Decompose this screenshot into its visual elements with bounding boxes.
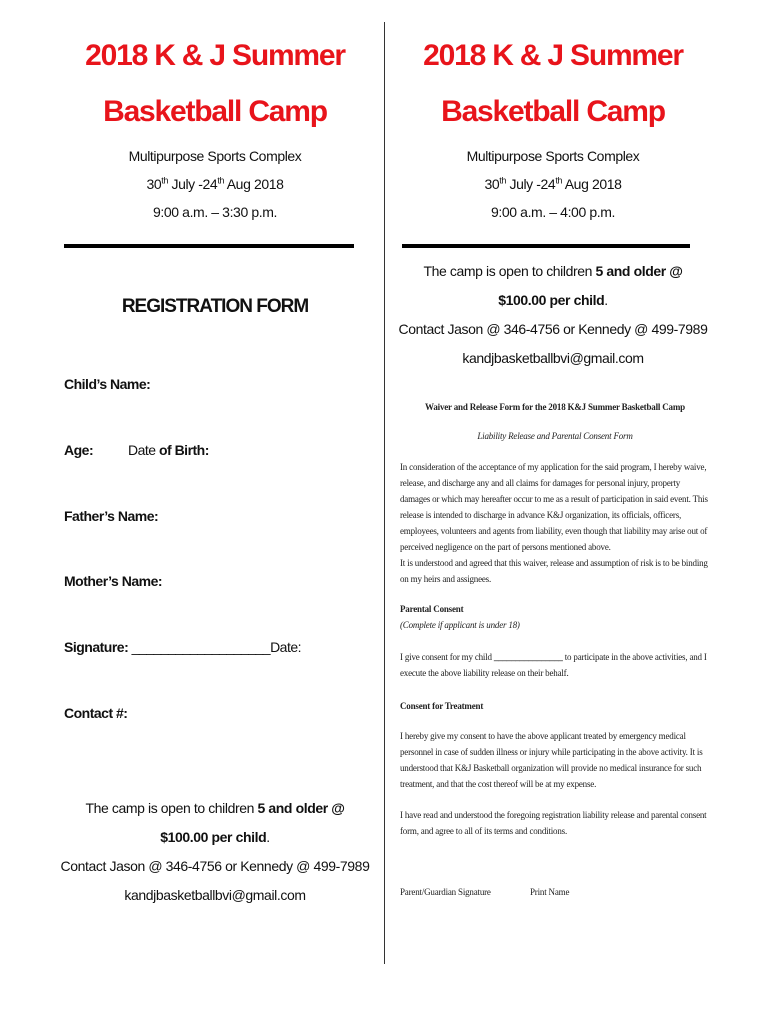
waiver-title: Waiver and Release Form for the 2018 K&J Summer Basketball Camp — [425, 402, 685, 412]
signature-row — [64, 639, 301, 655]
left-email: kandjbasketballbvi@gmail.com — [124, 887, 306, 903]
left-venue: Multipurpose Sports Complex — [128, 148, 302, 164]
right-time: 9:00 a.m. – 4:00 p.m. — [491, 204, 615, 220]
left-eligibility: The camp is open to children 5 and older @ $100.00 per child. — [85, 800, 345, 845]
print-name-label: Print Name — [530, 887, 570, 897]
right-title: 2018 K & J Summer Basketball Camp — [423, 39, 683, 128]
signature-label: Signature: — [64, 639, 129, 655]
parent-signature-label: Parent/Guardian Signature — [400, 887, 491, 897]
child-name-blank: ________________ — [493, 652, 563, 662]
right-divider-rule — [402, 244, 690, 248]
father-name-label: Father’s Name: — [64, 508, 159, 524]
right-contact-info: Contact Jason @ 346-4756 or Kennedy @ 499-7989 — [398, 321, 708, 337]
waiver-paragraph-release: In consideration of the acceptance of my application for the said program, I hereby waive, release, and discharge any and all claims for damages for personal injury, property damages or which may hereafter occur to me as a result of participation in said event. This release is intended to discharge in advance K&J organization, its officials, officers, employees, volunteers and agents from liability, even though that liability may arise out of perceived negligence on the part of persons mentioned above. — [400, 462, 708, 552]
left-dates: 30th July -24th Aug 2018 — [146, 175, 284, 192]
right-dates: 30th July -24th Aug 2018 — [484, 175, 622, 192]
parental-consent-note: (Complete if applicant is under 18) — [400, 620, 520, 630]
mother-name-label: Mother’s Name: — [64, 573, 163, 589]
signature-line: ___________________ — [131, 639, 271, 655]
left-event-details — [60, 142, 370, 226]
age-label: Age: — [64, 442, 94, 458]
right-venue: Multipurpose Sports Complex — [466, 148, 640, 164]
left-camp-info — [60, 794, 370, 910]
right-eligibility: The camp is open to children 5 and older @ $100.00 per child. — [423, 263, 683, 308]
right-event-details — [398, 142, 708, 226]
column-divider — [384, 22, 385, 964]
right-email: kandjbasketballbvi@gmail.com — [462, 350, 644, 366]
left-title: 2018 K & J Summer Basketball Camp — [85, 39, 345, 128]
right-camp-info — [398, 257, 708, 373]
parental-consent-heading: Parental Consent — [400, 604, 464, 614]
registration-form-title: REGISTRATION FORM — [121, 296, 309, 317]
treatment-consent-heading: Consent for Treatment — [400, 701, 484, 711]
waiver-subtitle: Liability Release and Parental Consent Form — [477, 431, 633, 441]
left-time: 9:00 a.m. – 3:30 p.m. — [153, 204, 277, 220]
contact-label: Contact #: — [64, 705, 128, 721]
child-name-label: Child’s Name: — [64, 376, 151, 392]
left-divider-rule — [64, 244, 354, 248]
agreement-paragraph: I have read and understood the foregoing registration liability release and parental consent form, and agree to all of its terms and conditions. — [400, 810, 707, 836]
dob-label: Date of Birth: — [128, 442, 209, 458]
consent-statement: I give consent for my child ________________ to participate in the above activities, and I execute the above liability release on their behalf. — [400, 652, 707, 678]
treatment-paragraph: I hereby give my consent to have the above applicant treated by emergency medical personnel in case of sudden illness or injury while participating in the above activity. It is understood that K&J Basketball organization will provide no medical insurance for such treatment, and that the cost thereof will be at my expense. — [400, 731, 703, 789]
signature-date-label: Date: — [270, 639, 302, 655]
waiver-paragraph-binding: It is understood and agreed that this waiver, release and assumption of risk is to be binding on my heirs and assignees. — [400, 558, 708, 584]
left-contact-info: Contact Jason @ 346-4756 or Kennedy @ 499-7989 — [60, 858, 370, 874]
